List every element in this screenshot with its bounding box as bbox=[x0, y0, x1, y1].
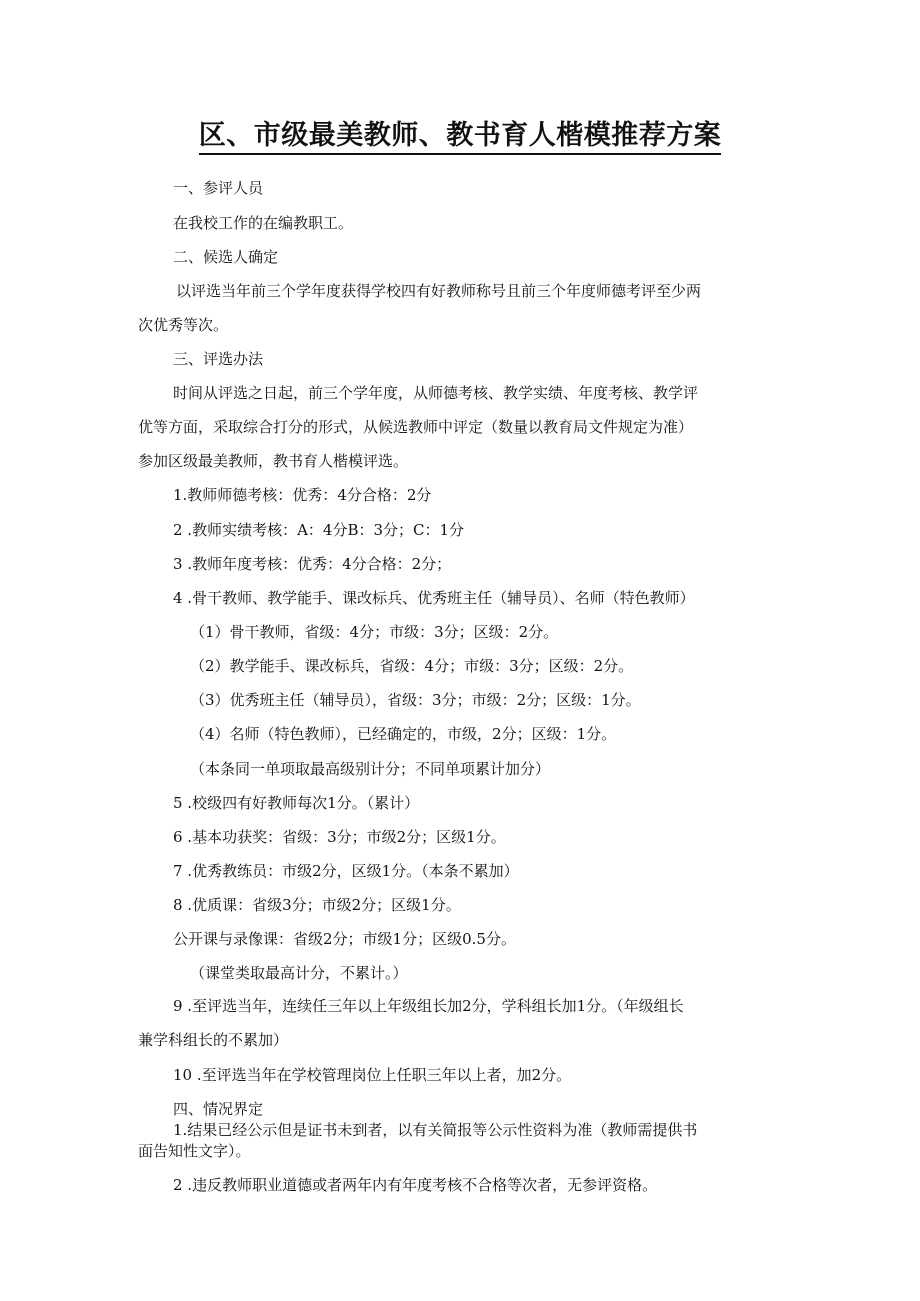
sub-list-item: （4）名师（特色教师），已经确定的，市级，2分；区级：1分。 bbox=[190, 725, 617, 743]
list-item: 4 .骨干教师、教学能手、课改标兵、优秀班主任（辅导员）、名师（特色教师） bbox=[173, 589, 695, 607]
paragraph-line: 参加区级最美教师，教书育人楷模评选。 bbox=[138, 452, 409, 470]
paragraph-line: 在我校工作的在编教职工。 bbox=[173, 214, 354, 232]
section-heading-candidates: 二、候选人确定 bbox=[173, 248, 279, 266]
list-item: 9 .至评选当年，连续任三年以上年级组长加2分，学科组长加1分。（年级组长 bbox=[173, 997, 684, 1015]
sub-list-item: （3）优秀班主任（辅导员），省级：3分；市级：2分；区级：1分。 bbox=[190, 691, 641, 709]
note-line: （课堂类取最高计分，不累计。） bbox=[190, 964, 408, 982]
section-heading-participants: 一、参评人员 bbox=[173, 179, 264, 197]
list-item: 公开课与录像课：省级2分；市级1分；区级0.5分。 bbox=[173, 930, 516, 948]
paragraph-line: 时间从评选之日起，前三个学年度，从师德考核、教学实绩、年度考核、教学评 bbox=[173, 384, 699, 402]
list-item: 1.教师师德考核：优秀：4分合格：2分 bbox=[173, 486, 432, 504]
section-heading-conditions: 四、情况界定 bbox=[173, 1100, 264, 1118]
list-item: 2 .教师实绩考核：A：4分B：3分；C：1分 bbox=[173, 521, 465, 539]
paragraph-line: 兼学科组长的不累加） bbox=[138, 1031, 289, 1049]
sub-list-item: （2）教学能手、课改标兵，省级：4分；市级：3分；区级：2分。 bbox=[190, 657, 634, 675]
list-item: 8 .优质课：省级3分；市级2分；区级1分。 bbox=[173, 896, 461, 914]
paragraph-line: 面告知性文字）。 bbox=[138, 1142, 251, 1160]
document-title-wrap bbox=[0, 113, 920, 152]
list-item: 5 .校级四有好教师每次1分。（累计） bbox=[173, 794, 420, 812]
list-item: 1.结果已经公示但是证书未到者，以有关简报等公示性资料为准（教师需提供书 bbox=[173, 1121, 698, 1139]
document-title: 区、市级最美教师、教书育人楷模推荐方案 bbox=[199, 120, 722, 155]
list-item: 2 .违反教师职业道德或者两年内有年度考核不合格等次者，无参评资格。 bbox=[173, 1176, 658, 1194]
note-line: （本条同一单项取最高级别计分；不同单项累计加分） bbox=[190, 760, 551, 778]
sub-list-item: （1）骨干教师，省级：4分；市级：3分；区级：2分。 bbox=[190, 623, 559, 641]
list-item: 7 .优秀教练员：市级2分，区级1分。（本条不累加） bbox=[173, 862, 519, 880]
section-heading-method: 三、评选办法 bbox=[173, 350, 264, 368]
list-item: 6 .基本功获奖：省级：3分；市级2分；区级1分。 bbox=[173, 828, 506, 846]
paragraph-line: 优等方面，采取综合打分的形式，从候选教师中评定（数量以教育局文件规定为准） bbox=[138, 418, 694, 436]
paragraph-line: 以评选当年前三个学年度获得学校四有好教师称号且前三个年度师德考评至少两 bbox=[176, 282, 702, 300]
list-item: 3 .教师年度考核：优秀：4分合格：2分； bbox=[173, 555, 452, 573]
paragraph-line: 次优秀等次。 bbox=[138, 316, 229, 334]
list-item: 10 .至评选当年在学校管理岗位上任职三年以上者，加2分。 bbox=[173, 1066, 572, 1084]
